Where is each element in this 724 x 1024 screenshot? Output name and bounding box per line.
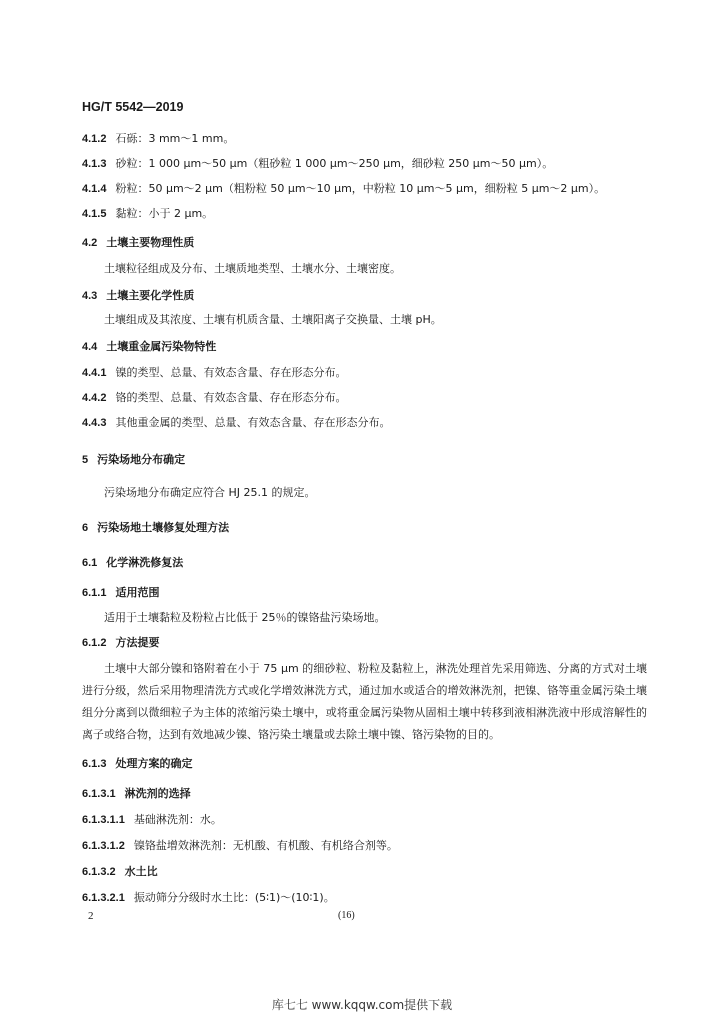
clause-6-1-3-1-1 — [82, 813, 222, 827]
clause-text: 振动筛分分级时水土比：(5∶1)～(10∶1)。 — [133, 891, 335, 904]
page-mark: (16) — [338, 910, 355, 921]
clause-text: 基础淋洗剂：水。 — [133, 813, 222, 826]
clause-text: 铬的类型、总量、有效态含量、存在形态分布。 — [115, 391, 347, 404]
heading-6 — [82, 521, 229, 535]
heading-5 — [82, 453, 185, 467]
clause-text: 其他重金属的类型、总量、有效态含量、存在形态分布。 — [115, 416, 391, 429]
clause-4-4-3 — [82, 416, 390, 430]
heading-text: 适用范围 — [115, 586, 160, 599]
clause-number: 6.1.3.2.1 — [82, 892, 125, 904]
clause-number: 4.4.1 — [82, 367, 107, 379]
heading-number: 6.1.3 — [82, 758, 107, 770]
heading-4-2 — [82, 236, 194, 250]
clause-number: 6.1.3.1.1 — [82, 814, 125, 826]
clause-number: 4.1.3 — [82, 158, 107, 170]
heading-text: 土壤主要化学性质 — [106, 289, 195, 302]
clause-6-1-3-2-1 — [82, 891, 335, 905]
paragraph-4-2: 土壤粒径组成及分布、土壤质地类型、土壤水分、土壤密度。 — [104, 262, 401, 275]
heading-text: 水土比 — [124, 865, 158, 878]
clause-4-4-2 — [82, 391, 346, 405]
clause-number: 4.1.2 — [82, 133, 107, 145]
heading-number: 6.1.1 — [82, 587, 107, 599]
heading-text: 化学淋洗修复法 — [106, 556, 184, 569]
heading-number: 6.1.3.1 — [82, 788, 116, 800]
heading-text: 淋洗剂的选择 — [124, 787, 191, 800]
watermark-text: 库七七 www.kqqw.com提供下载 — [271, 998, 453, 1012]
heading-4-4 — [82, 340, 216, 354]
clause-number: 6.1.3.1.2 — [82, 840, 125, 852]
clause-text: 石砾：3 mm～1 mm。 — [115, 132, 235, 145]
clause-number: 4.1.5 — [82, 208, 107, 220]
clause-4-4-1 — [82, 366, 346, 380]
heading-number: 4.4 — [82, 341, 98, 353]
heading-text: 污染场地土壤修复处理方法 — [97, 521, 230, 534]
heading-6-1-3-2 — [82, 865, 158, 879]
clause-text: 砂粒：1 000 μm～50 μm（粗砂粒 1 000 μm～250 μm，细砂粒 250 μm～50 μm）。 — [115, 157, 554, 170]
clause-number: 4.4.2 — [82, 392, 107, 404]
clause-4-1-5 — [82, 207, 213, 221]
clause-4-1-3 — [82, 157, 553, 171]
heading-text: 污染场地分布确定 — [97, 453, 186, 466]
clause-number: 4.4.3 — [82, 417, 107, 429]
clause-text: 黏粒：小于 2 μm。 — [115, 207, 214, 220]
heading-number: 6.1.3.2 — [82, 866, 116, 878]
clause-text: 镍的类型、总量、有效态含量、存在形态分布。 — [115, 366, 347, 379]
heading-number: 4.2 — [82, 237, 98, 249]
heading-text: 处理方案的确定 — [115, 757, 193, 770]
heading-number: 6.1.2 — [82, 637, 107, 649]
heading-6-1-2 — [82, 636, 159, 650]
clause-6-1-3-1-2 — [82, 839, 398, 853]
heading-number: 5 — [82, 454, 89, 466]
heading-6-1-3-1 — [82, 787, 191, 801]
heading-6-1-3 — [82, 757, 192, 771]
paragraph-6-1-1: 适用于土壤黏粒及粉粒占比低于 25％的镍铬盐污染场地。 — [104, 611, 386, 624]
clause-text: 粉粒：50 μm～2 μm（粗粉粒 50 μm～10 μm，中粉粒 10 μm～5 μm，细粉粒 5 μm～2 μm）。 — [115, 182, 606, 195]
heading-number: 4.3 — [82, 290, 98, 302]
heading-number: 6.1 — [82, 557, 98, 569]
heading-text: 方法提要 — [115, 636, 160, 649]
clause-4-1-2 — [82, 132, 234, 146]
page-number: 2 — [88, 910, 94, 922]
heading-6-1 — [82, 556, 183, 570]
paragraph-4-3: 土壤组成及其浓度、土壤有机质含量、土壤阳离子交换量、土壤 pH。 — [104, 313, 442, 326]
clause-number: 4.1.4 — [82, 183, 107, 195]
heading-text: 土壤主要物理性质 — [106, 236, 195, 249]
clause-text: 镍铬盐增效淋洗剂：无机酸、有机酸、有机络合剂等。 — [133, 839, 398, 852]
heading-number: 6 — [82, 522, 89, 534]
clause-4-1-4 — [82, 182, 605, 196]
heading-text: 土壤重金属污染物特性 — [106, 340, 217, 353]
paragraph-5: 污染场地分布确定应符合 HJ 25.1 的规定。 — [104, 486, 316, 499]
heading-4-3 — [82, 289, 194, 303]
heading-6-1-1 — [82, 586, 159, 600]
paragraph-6-1-2: 土壤中大部分镍和铬附着在小于 75 μm 的细砂粒、粉粒及黏粒上，淋洗处理首先采用筛选、分离的方式对土壤进行分级，然后采用物理清洗方式或化学增效淋洗方式，通过加水或适合的增效淋洗剂，把镍、铬等重金属污染土壤组分分离到以微细粒子为主体的浓缩污染土壤中，或将重金属污染物从固相土壤中转移到液相淋洗液中形成溶解性的离子或络合物，达到有效地减少镍、铬污染土壤量或去除土壤中镍、铬污染物的目的。 — [82, 662, 647, 741]
document-code: HG/T 5542—2019 — [82, 100, 184, 114]
